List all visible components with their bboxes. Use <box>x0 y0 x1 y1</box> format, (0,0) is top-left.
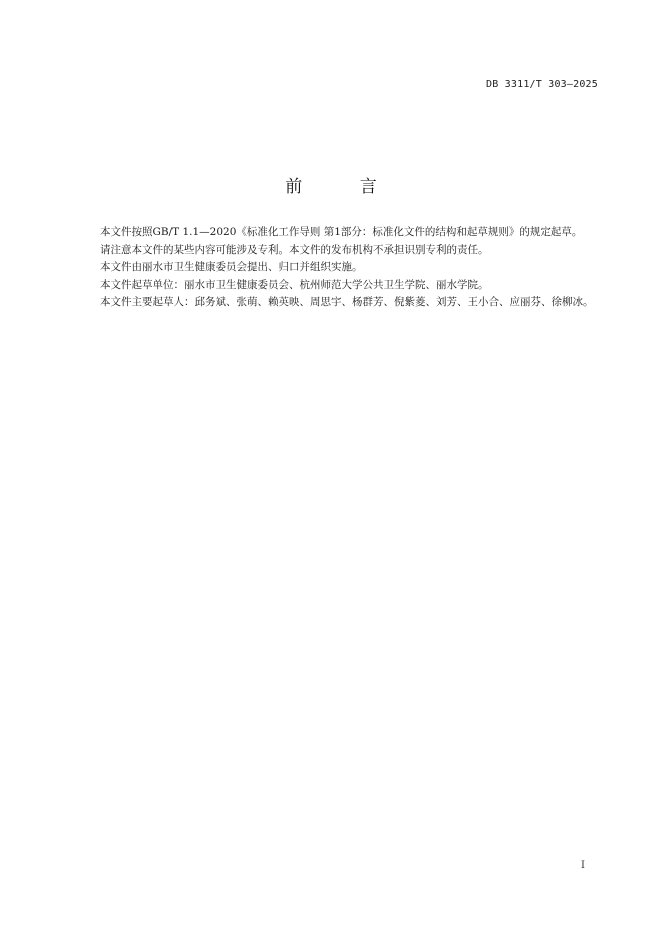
page-title: 前 言 <box>285 177 403 197</box>
page-number: I <box>581 860 585 871</box>
paragraph-patent-notice: 请注意本文件的某些内容可能涉及专利。本文件的发布机构不承担识别专利的责任。 <box>100 243 489 256</box>
foreword-body <box>79 224 603 312</box>
paragraph-drafting-units: 本文件起草单位：丽水市卫生健康委员会、杭州师范大学公共卫生学院、丽水学院。 <box>100 278 489 291</box>
paragraph-drafting-rules: 本文件按照GB/T 1.1—2020《标准化工作导则 第1部分：标准化文件的结构和起草规则》的规定起草。 <box>100 226 583 238</box>
standard-code: DB 3311/T 303—2025 <box>486 79 598 90</box>
paragraph-proposer: 本文件由丽水市卫生健康委员会提出、归口并组织实施。 <box>100 261 363 273</box>
paragraph-drafters: 本文件主要起草人：邱务斌、张萌、赖英映、周思宇、杨群芳、倪紫菱、刘芳、王小合、应丽芬、徐柳冰。 <box>100 296 594 308</box>
